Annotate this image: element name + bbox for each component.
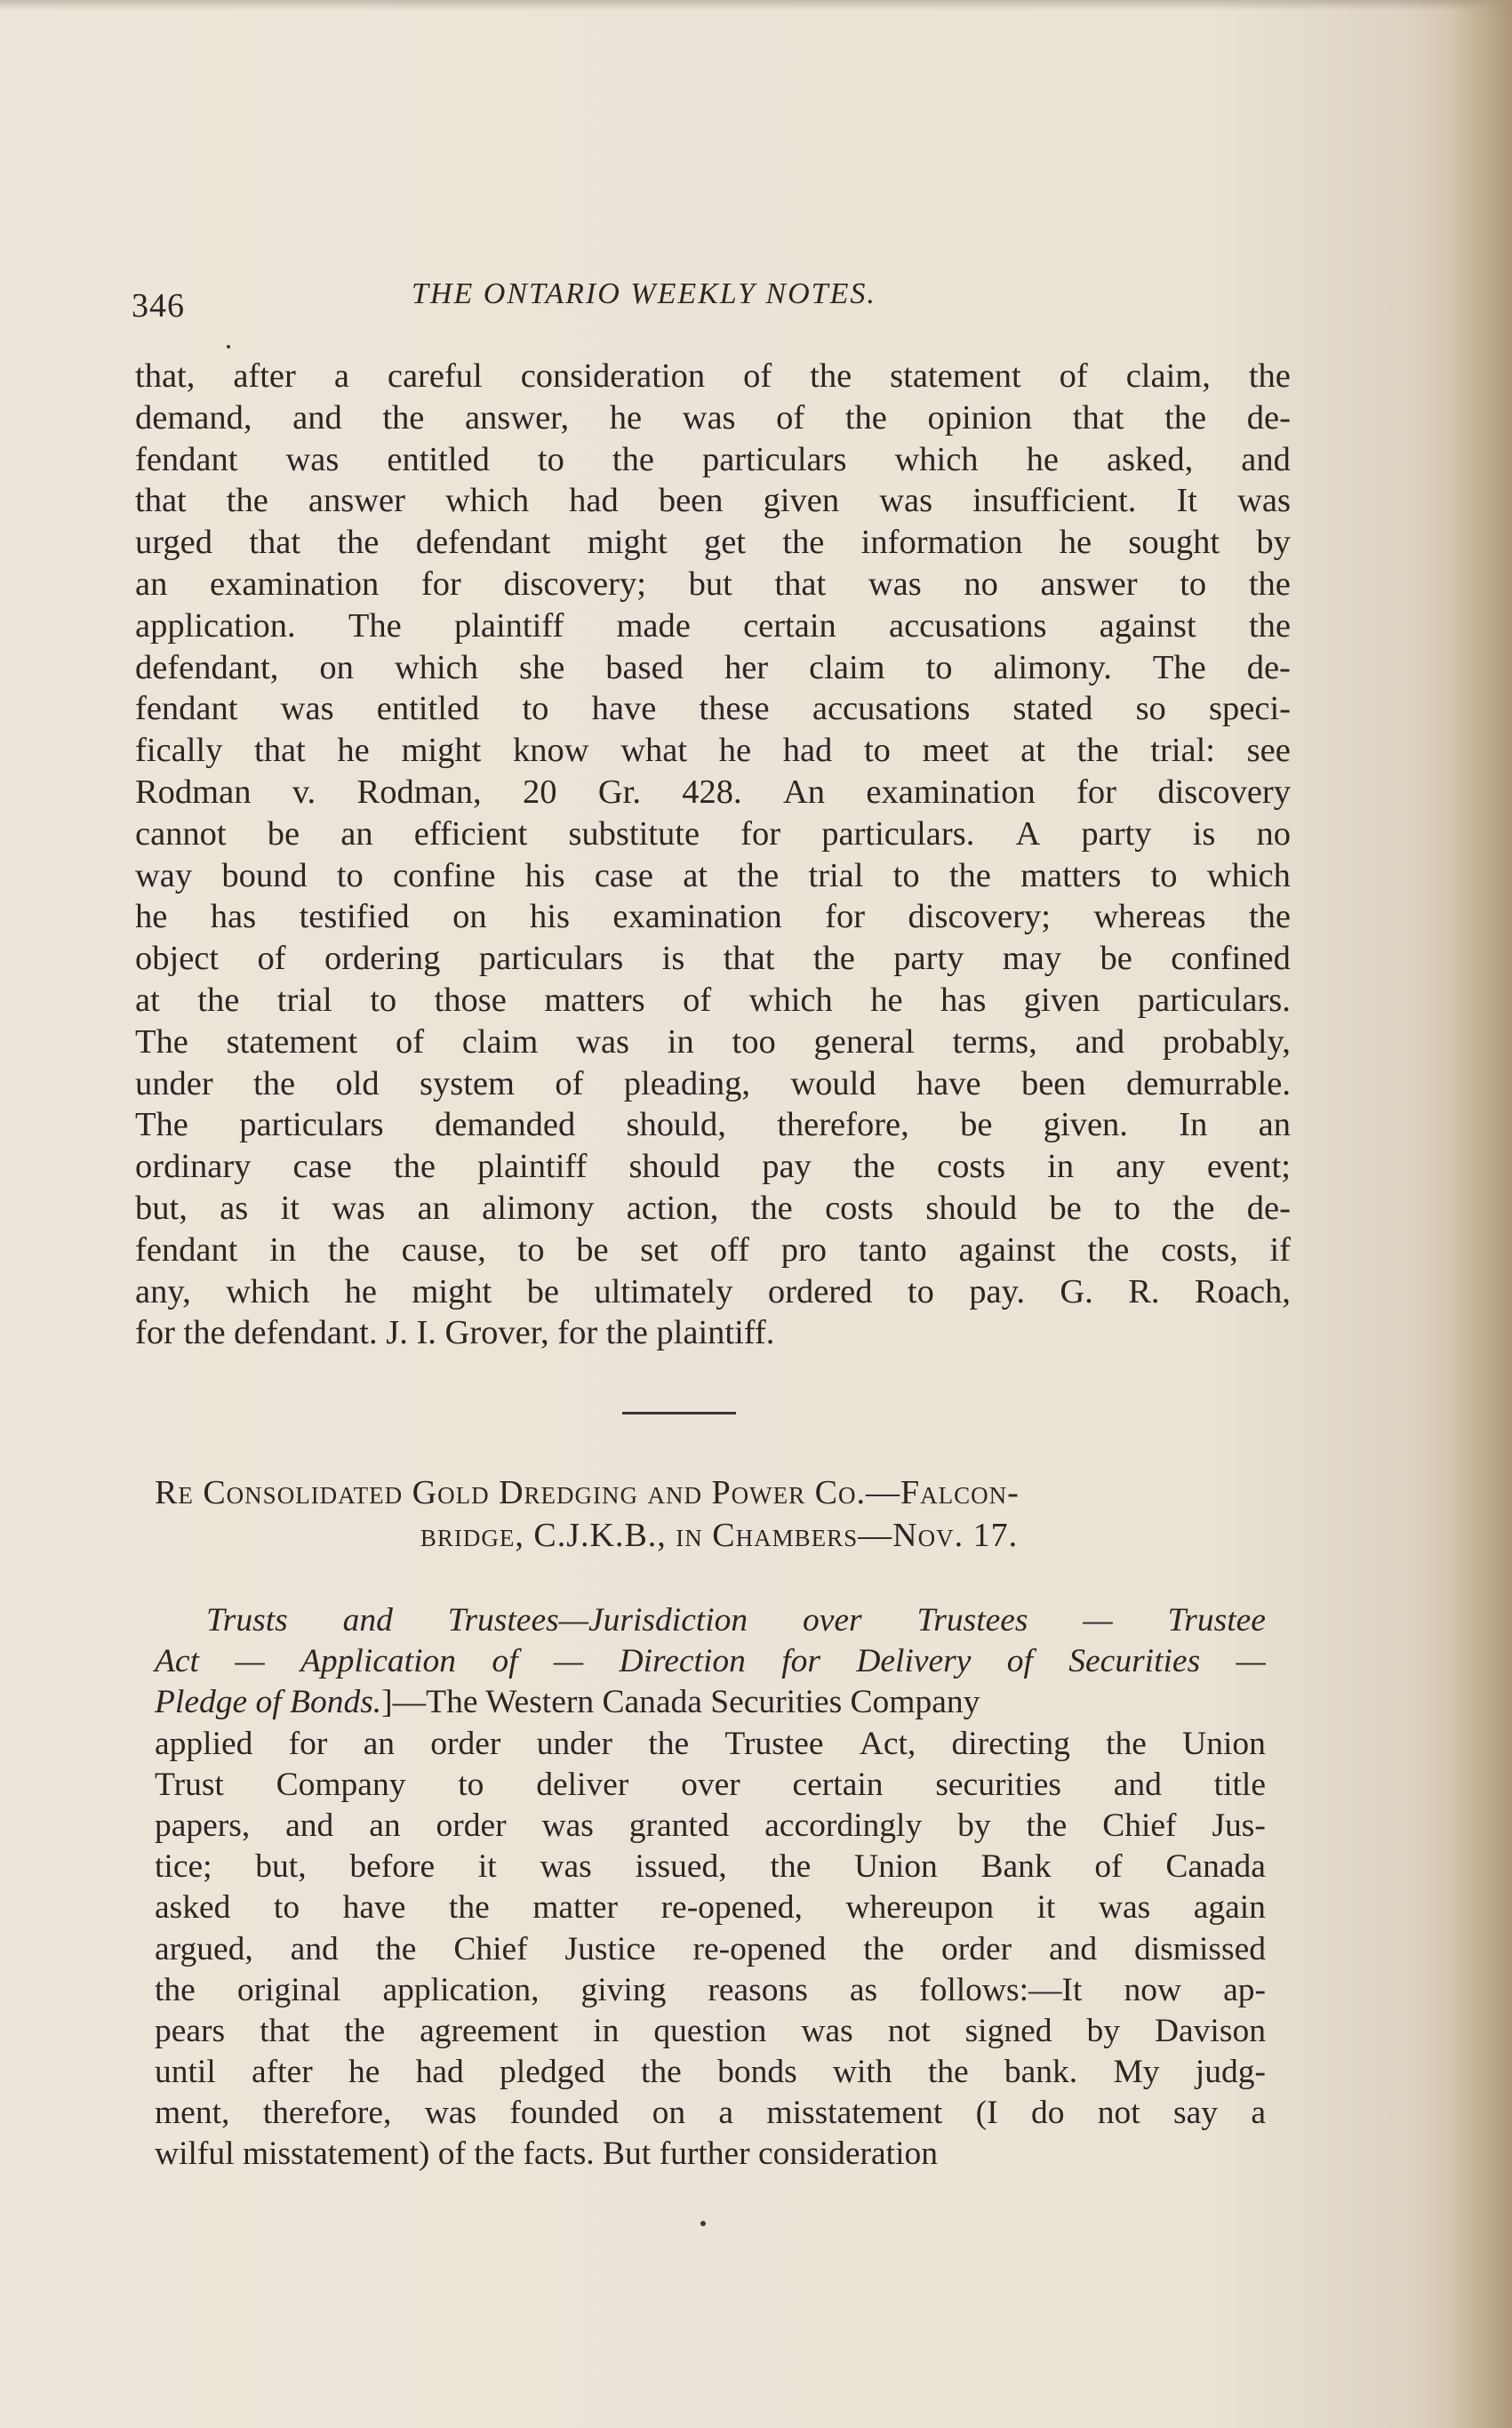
first-section-line: urged that the defendant might get the information he sought by xyxy=(135,524,1291,562)
second-section-line: Trust Company to deliver over certain securities and title xyxy=(155,1766,1266,1803)
page-top-shadow xyxy=(0,0,1512,11)
first-section-text xyxy=(135,356,1291,1354)
first-section-line: ordinary case the plaintiff should pay the costs in any event; xyxy=(135,1148,1291,1186)
second-section-line: wilful misstatement) of the facts. But further consideration xyxy=(155,2136,939,2173)
first-section-line: fically that he might know what he had to meet at the trial: see xyxy=(135,732,1291,770)
first-section-line: way bound to confine his case at the trial to the matters to which xyxy=(135,856,1291,894)
headnote-line-2 xyxy=(155,1641,1266,1682)
first-section-line: cannot be an efficient substitute for particulars. A party is no xyxy=(135,814,1291,853)
first-section-line: fendant in the cause, to be set off pro tanto against the costs, if xyxy=(135,1230,1291,1269)
second-section-lines xyxy=(155,1724,1266,2176)
headnote-italic-3: Pledge of Bonds. xyxy=(155,1684,382,1721)
headnote-italic-2: Act — Application of — Direction for Delivery of Securities — xyxy=(155,1643,1266,1680)
second-section-text xyxy=(155,1600,1266,2176)
first-section-line: defendant, on which she based her claim to alimony. The de- xyxy=(135,648,1291,686)
case-heading xyxy=(155,1471,1284,1557)
page-number: 346 xyxy=(132,287,185,325)
first-section-line: for the defendant. J. I. Grover, for the plaintiff. xyxy=(135,1314,775,1352)
first-section-line: The statement of claim was in too general terms, and probably, xyxy=(135,1022,1291,1061)
first-section-line: under the old system of pleading, would have been demurrable. xyxy=(135,1064,1291,1102)
ink-speck xyxy=(700,2221,706,2226)
second-section-line: pears that the agreement in question was not signed by Davison xyxy=(155,2012,1266,2049)
journal-title: THE ONTARIO WEEKLY NOTES. xyxy=(412,277,876,310)
headnote-line-1 xyxy=(155,1600,1266,1641)
first-section-line: an examination for discovery; but that was no answer to the xyxy=(135,565,1291,603)
case-heading-line-1: Re Consolidated Gold Dredging and Power Co.—Falcon- xyxy=(155,1474,1020,1511)
first-section-line: fendant was entitled to have these accusations stated so speci- xyxy=(135,690,1291,728)
first-section-line: Rodman v. Rodman, 20 Gr. 428. An examination for discovery xyxy=(135,773,1291,811)
second-section-line: argued, and the Chief Justice re-opened the order and dismissed xyxy=(155,1930,1266,1967)
section-divider xyxy=(622,1412,736,1414)
running-head xyxy=(132,277,1287,331)
second-section-line: papers, and an order was granted accordingly by the Chief Jus- xyxy=(155,1807,1266,1844)
first-section-line: fendant was entitled to the particulars which he asked, and xyxy=(135,440,1291,478)
ink-speck xyxy=(227,345,230,349)
headnote-rest-3: ]—The Western Canada Securities Company xyxy=(381,1684,980,1721)
first-section-line: at the trial to those matters of which he has given particulars. xyxy=(135,981,1291,1019)
first-section-line: but, as it was an alimony action, the costs should be to the de- xyxy=(135,1189,1291,1227)
headnote-line-3 xyxy=(155,1682,1266,1723)
second-section-line: until after he had pledged the bonds with the bank. My judg- xyxy=(155,2054,1266,2091)
first-section-line: object of ordering particulars is that the party may be confined xyxy=(135,940,1291,978)
second-section-line: tice; but, before it was issued, the Union Bank of Canada xyxy=(155,1848,1266,1886)
first-section-line: The particulars demanded should, therefore, be given. In an xyxy=(135,1106,1291,1144)
first-section-line: demand, and the answer, he was of the opinion that the de- xyxy=(135,398,1291,437)
first-section-line: that, after a careful consideration of the statement of claim, the xyxy=(135,357,1291,395)
second-section-line: ment, therefore, was founded on a misstatement (I do not say a xyxy=(155,2095,1266,2132)
first-section-line: that the answer which had been given was insufficient. It was xyxy=(135,482,1291,520)
first-section-line: any, which he might be ultimately ordered to pay. G. R. Roach, xyxy=(135,1272,1291,1310)
second-section-line: applied for an order under the Trustee Act, directing the Union xyxy=(155,1725,1266,1762)
case-heading-line-2: bridge, C.J.K.B., in Chambers—Nov. 17. xyxy=(420,1517,1019,1554)
second-section-line: asked to have the matter re-opened, whereupon it was again xyxy=(155,1889,1266,1927)
headnote-italic-1: Trusts and Trustees—Jurisdiction over Trustees — Trustee xyxy=(206,1602,1266,1639)
first-section-line: he has testified on his examination for discovery; whereas the xyxy=(135,898,1291,936)
second-section-line: the original application, giving reasons as follows:—It now ap- xyxy=(155,1971,1266,2008)
first-section-line: application. The plaintiff made certain accusations against the xyxy=(135,606,1291,645)
page-binding-edge xyxy=(1450,0,1512,2428)
